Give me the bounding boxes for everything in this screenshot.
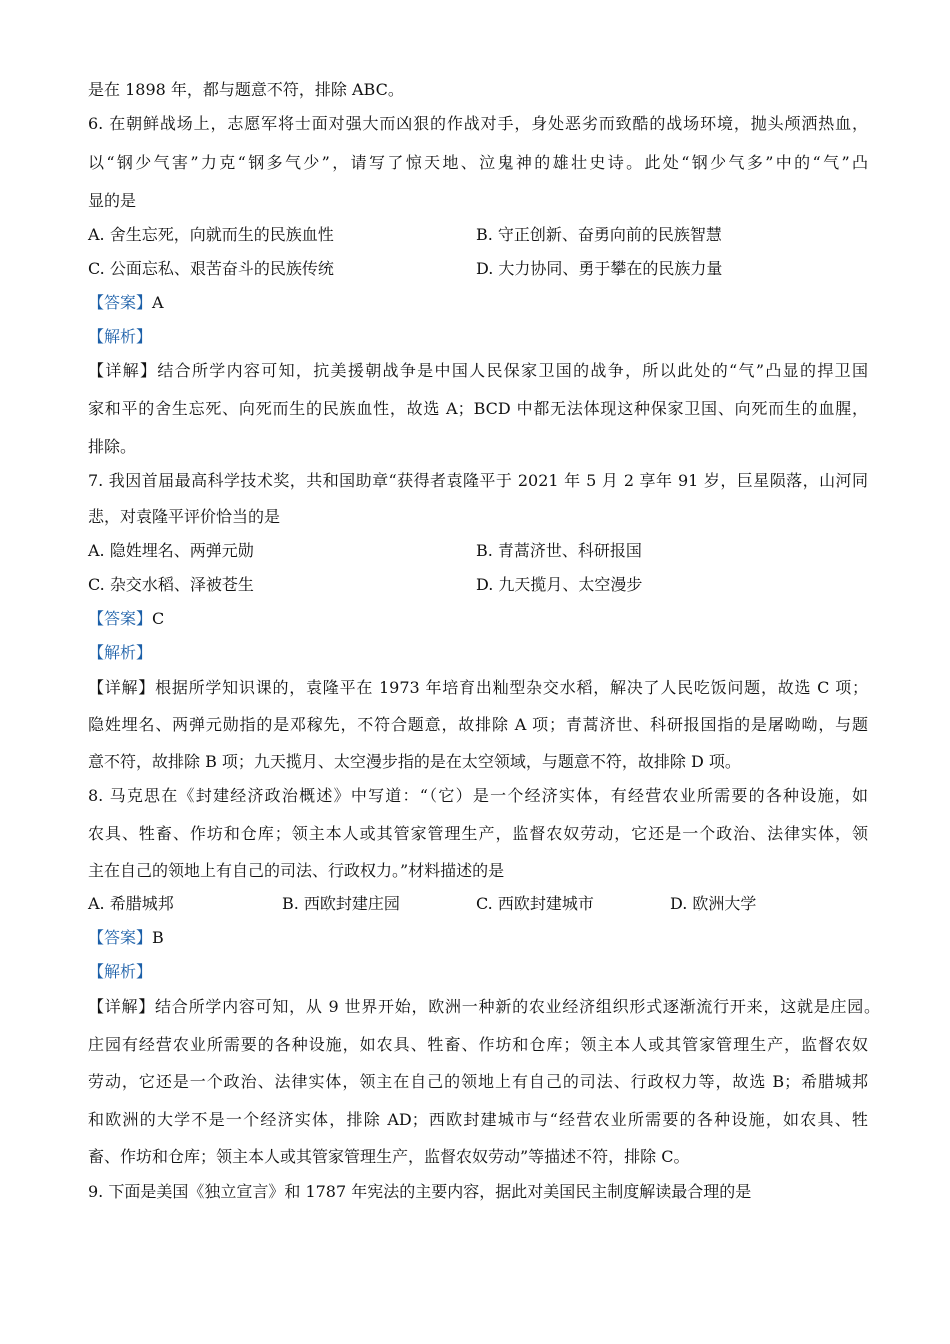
answer-tag: 【答案】 [88, 293, 153, 312]
question-6-option-b: B. 守正创新、奋勇向前的民族智慧 [476, 225, 722, 244]
question-7-stem: 悲，对袁隆平评价恰当的是 [88, 507, 281, 526]
question-7-option-a: A. 隐姓埋名、两弹元勋 [88, 541, 254, 560]
answer-value: A [152, 293, 164, 312]
question-8-detail: 庄园有经营农业所需要的各种设施，如农具、牲畜、作坊和仓库；领主本人或其管家管理生产，监督农奴 [88, 1035, 868, 1054]
question-6-stem: 以“钢少气害”力克“钢多气少”，请写了惊天地、泣鬼神的雄壮史诗。此处“钢少气多”中的“气”凸 [88, 153, 868, 172]
text-line: 是在 1898 年，都与题意不符，排除 ABC。 [88, 80, 404, 99]
detail-tag: 【详解】 [88, 997, 156, 1016]
question-8-option-c: C. 西欧封建城市 [476, 894, 594, 913]
answer-tag: 【答案】 [88, 928, 153, 947]
question-7-option-b: B. 青蒿济世、科研报国 [476, 541, 642, 560]
question-6-stem: 6. 在朝鲜战场上，志愿军将士面对强大而凶狠的作战对手，身处恶劣而致酷的战场环境，抛头颅洒热血， [88, 114, 868, 133]
question-8-detail: 畜、作坊和仓库；领主本人或其管家管理生产，监督农奴劳动”等描述不符，排除 C。 [88, 1147, 690, 1166]
analysis-tag: 【解析】 [88, 643, 153, 662]
question-8-option-b: B. 西欧封建庄园 [282, 894, 400, 913]
question-8-stem: 8. 马克思在《封建经济政治概述》中写道：“（它）是一个经济实体，有经营农业所需要的各种设施，如 [88, 786, 868, 805]
detail-tag: 【详解】 [88, 678, 156, 697]
question-7-option-d: D. 九天揽月、太空漫步 [476, 575, 643, 594]
question-6-detail: 家和平的舍生忘死、向死而生的民族血性，故选 A；BCD 中都无法体现这种保家卫国、向死而生的血腥， [88, 399, 868, 418]
detail-tag: 【详解】 [88, 361, 158, 380]
question-8-detail: 劳动，它还是一个政治、法律实体，领主在自己的领地上有自己的司法、行政权力等，故选 B；希腊城邦 [88, 1072, 868, 1091]
analysis-tag: 【解析】 [88, 327, 153, 346]
question-6-option-c: C. 公面忘私、艰苦奋斗的民族传统 [88, 259, 334, 278]
question-6-stem: 显的是 [88, 191, 137, 210]
question-8-stem: 主在自己的领地上有自己的司法、行政权力。”材料描述的是 [88, 861, 505, 880]
question-6-detail [88, 360, 868, 382]
detail-text: 根据所学知识课的，袁隆平在 1973 年培育出籼型杂交水稻，解决了人民吃饭问题，故选 C 项； [155, 678, 868, 697]
question-8-stem: 农具、牲畜、作坊和仓库；领主本人或其管家管理生产，监督农奴劳动，它还是一个政治、法律实体，领 [88, 824, 868, 843]
question-9-stem: 9. 下面是美国《独立宣言》和 1787 年宪法的主要内容，据此对美国民主制度解读最合理的是 [88, 1182, 752, 1201]
question-6-option-d: D. 大力协同、勇于攀在的民族力量 [476, 259, 723, 278]
question-7-detail: 隐姓埋名、两弹元勋指的是邓稼先，不符合题意，故排除 A 项；青蒿济世、科研报国指的是屠呦呦，与题 [88, 715, 868, 734]
answer-tag: 【答案】 [88, 609, 153, 628]
question-7-detail [88, 677, 868, 699]
question-7-stem: 7. 我因首届最高科学技术奖，共和国助章“获得者袁隆平于 2021 年 5 月 2 享年 91 岁，巨星陨落，山河同 [88, 471, 868, 490]
question-6-answer [88, 292, 868, 314]
answer-value: B [152, 928, 164, 947]
question-6-detail: 排除。 [88, 437, 137, 456]
question-6-option-a: A. 舍生忘死，向就而生的民族血性 [88, 225, 334, 244]
question-7-option-c: C. 杂交水稻、泽被苍生 [88, 575, 254, 594]
question-8-detail: 和欧洲的大学不是一个经济实体，排除 AD；西欧封建城市与“经营农业所需要的各种设施，如农具、牲 [88, 1110, 868, 1129]
detail-text: 结合所学内容可知，抗美援朝战争是中国人民保家卫国的战争，所以此处的“气”凸显的捍卫国 [157, 361, 868, 380]
question-8-option-d: D. 欧洲大学 [670, 894, 757, 913]
question-8-answer [88, 927, 868, 949]
question-7-detail: 意不符，故排除 B 项；九天揽月、太空漫步指的是在太空领域，与题意不符，故排除 D 项。 [88, 752, 741, 771]
detail-text: 结合所学内容可知，从 9 世界开始，欧洲一种新的农业经济组织形式逐渐流行开来，这就是庄园。 [155, 997, 880, 1016]
analysis-tag: 【解析】 [88, 962, 153, 981]
question-8-detail [88, 996, 880, 1018]
answer-value: C [152, 609, 165, 628]
question-8-option-a: A. 希腊城邦 [88, 894, 174, 913]
question-7-answer [88, 608, 868, 630]
